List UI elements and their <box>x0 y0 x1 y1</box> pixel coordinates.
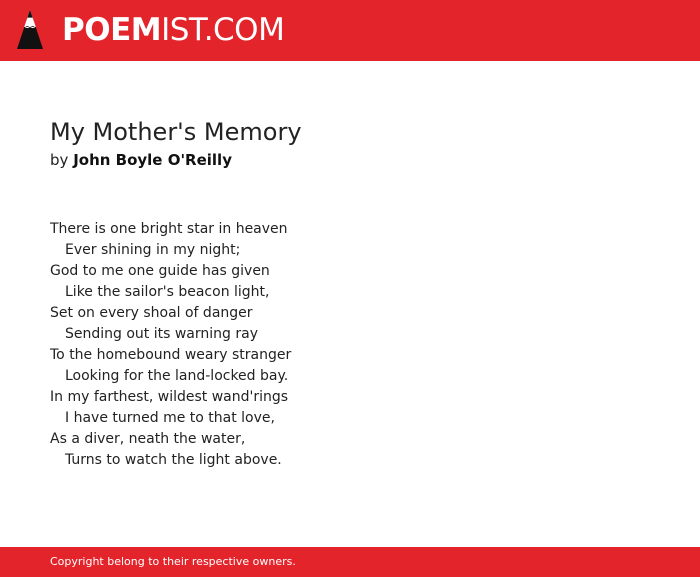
logo-text-light: IST.COM <box>161 12 285 48</box>
pencil-tip-icon[interactable] <box>16 9 44 51</box>
byline-prefix: by <box>50 151 69 169</box>
site-header <box>0 0 700 61</box>
poem-line: There is one bright star in heaven <box>50 221 288 237</box>
poem-body <box>50 219 650 471</box>
poem-line: God to me one guide has given <box>50 263 270 279</box>
site-footer <box>0 547 700 577</box>
poem-line: Looking for the land-locked bay. <box>65 368 289 384</box>
poem-line: Set on every shoal of danger <box>50 305 253 321</box>
author-link[interactable]: John Boyle O'Reilly <box>73 151 232 169</box>
poem-content <box>50 116 650 471</box>
poem-line: I have turned me to that love, <box>65 410 275 426</box>
poem-line: Like the sailor's beacon light, <box>65 284 270 300</box>
poem-byline <box>50 149 650 171</box>
poem-line: In my farthest, wildest wand'rings <box>50 389 289 405</box>
copyright-text: Copyright belong to their respective owners. <box>50 555 296 568</box>
site-logo-link[interactable] <box>62 12 284 48</box>
logo-text-bold: POEM <box>62 12 162 48</box>
poem-title: My Mother's Memory <box>50 118 302 146</box>
poem-line: Ever shining in my night; <box>65 242 241 258</box>
poem-line: As a diver, neath the water, <box>50 431 246 447</box>
poem-line: To the homebound weary stranger <box>50 347 292 363</box>
poem-line: Sending out its warning ray <box>65 326 258 342</box>
poem-line: Turns to watch the light above. <box>65 452 282 468</box>
